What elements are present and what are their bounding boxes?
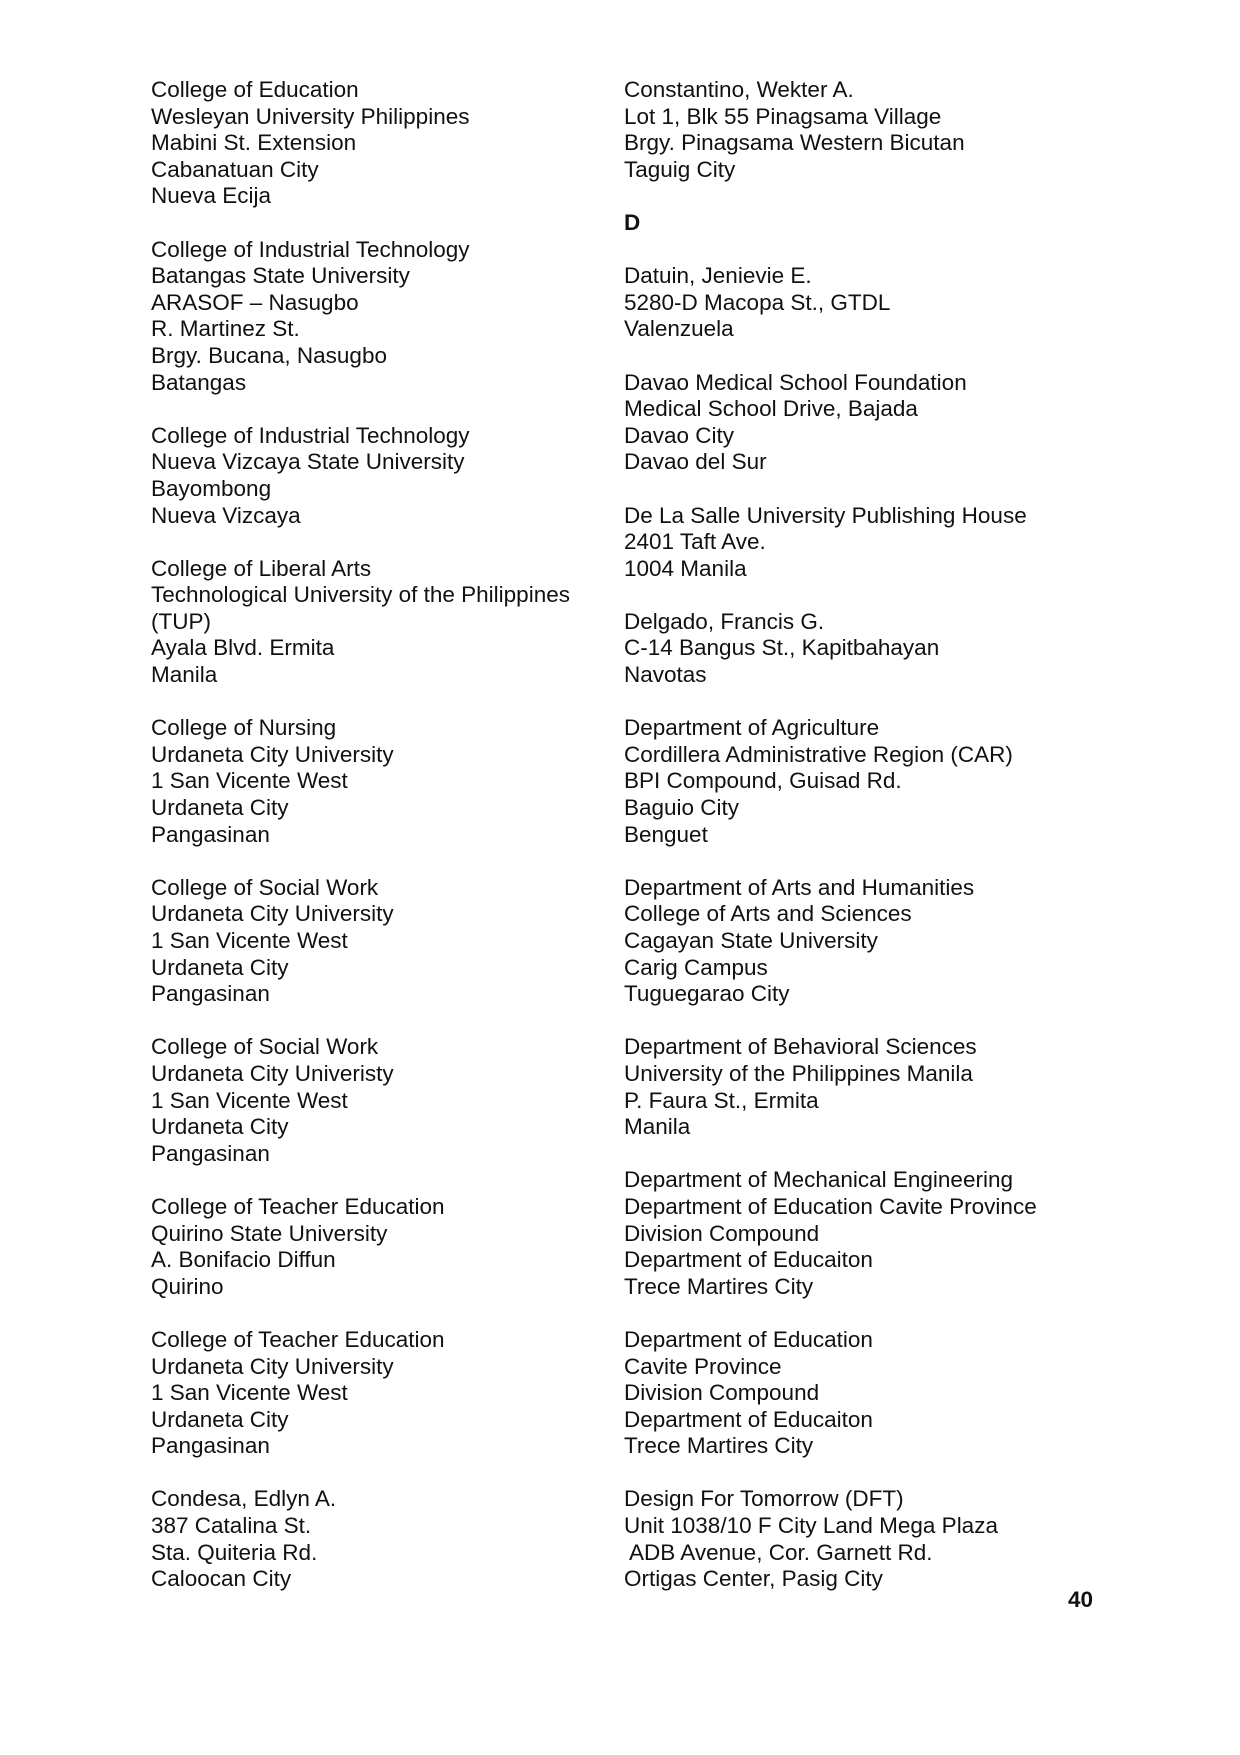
- address-line: Pangasinan: [151, 1433, 270, 1459]
- address-line: R. Martinez St.: [151, 316, 300, 342]
- address-line: College of Teacher Education: [151, 1193, 445, 1219]
- address-entry: [624, 609, 1094, 689]
- address-line: 2401 Taft Ave.: [624, 529, 766, 555]
- address-line: Manila: [151, 662, 218, 688]
- address-line: Datuin, Jenievie E.: [624, 263, 812, 289]
- right-entries-after-heading: [624, 263, 1094, 1593]
- address-line: 5280-D Macopa St., GTDL: [624, 289, 891, 315]
- address-line: College of Arts and Sciences: [624, 901, 912, 927]
- address-line: Department of Education Cavite Province: [624, 1193, 1037, 1219]
- address-entry: [151, 237, 601, 397]
- address-line: Nueva Vizcaya State University: [151, 449, 465, 475]
- address-line: Carig Campus: [624, 954, 768, 980]
- address-line: Taguig City: [624, 156, 736, 182]
- address-line: 1 San Vicente West: [151, 1380, 348, 1406]
- address-line: Department of Behavioral Sciences: [624, 1034, 977, 1060]
- address-entry: [624, 370, 1094, 476]
- address-entry: [624, 1327, 1094, 1460]
- address-line: Bayombong: [151, 475, 272, 501]
- address-line: College of Teacher Education: [151, 1326, 445, 1352]
- address-line: University of the Philippines Manila: [624, 1060, 973, 1086]
- address-line: Cordillera Administrative Region (CAR): [624, 741, 1013, 767]
- address-line: Design For Tomorrow (DFT): [624, 1486, 904, 1512]
- address-line: Ortigas Center, Pasig City: [624, 1566, 883, 1592]
- address-entry: [624, 1034, 1094, 1140]
- address-line: Wesleyan University Philippines: [151, 103, 470, 129]
- address-line: Manila: [624, 1114, 691, 1140]
- address-line: Cavite Province: [624, 1353, 782, 1379]
- address-line: Urdaneta City University: [151, 741, 394, 767]
- address-line: Trece Martires City: [624, 1273, 814, 1299]
- address-line: Davao del Sur: [624, 449, 767, 475]
- address-entry: [151, 423, 601, 529]
- address-line: Benguet: [624, 821, 708, 847]
- address-line: P. Faura St., Ermita: [624, 1087, 819, 1113]
- address-line: College of Education: [151, 77, 359, 102]
- address-line: Department of Educaiton: [624, 1247, 873, 1273]
- address-line: Urdaneta City: [151, 795, 289, 821]
- address-line: Navotas: [624, 662, 707, 688]
- address-line: Urdaneta City: [151, 954, 289, 980]
- address-line: Delgado, Francis G.: [624, 608, 825, 634]
- address-line: College of Social Work: [151, 1034, 379, 1060]
- address-line: College of Liberal Arts: [151, 555, 372, 581]
- address-line: ADB Avenue, Cor. Garnett Rd.: [624, 1539, 933, 1565]
- address-line: Pangasinan: [151, 981, 270, 1007]
- address-line: Tuguegarao City: [624, 981, 790, 1007]
- address-line: 1004 Manila: [624, 555, 747, 581]
- address-line: College of Nursing: [151, 715, 337, 741]
- address-line: Pangasinan: [151, 1140, 270, 1166]
- address-line: College of Industrial Technology: [151, 422, 470, 448]
- address-line: Davao City: [624, 422, 735, 448]
- address-entry: [151, 1486, 601, 1592]
- address-line: Urdaneta City: [151, 1114, 289, 1140]
- address-line: Lot 1, Blk 55 Pinagsama Village: [624, 103, 942, 129]
- address-entry: [151, 715, 601, 848]
- address-line: BPI Compound, Guisad Rd.: [624, 768, 902, 794]
- address-line: Nueva Vizcaya: [151, 502, 301, 528]
- address-line: Urdaneta City: [151, 1406, 289, 1432]
- address-line: Caloocan City: [151, 1566, 292, 1592]
- address-line: C-14 Bangus St., Kapitbahayan: [624, 635, 940, 661]
- address-line: Unit 1038/10 F City Land Mega Plaza: [624, 1513, 998, 1539]
- address-line: Nueva Ecija: [151, 183, 272, 209]
- address-line: Condesa, Edlyn A.: [151, 1486, 337, 1512]
- address-line: 1 San Vicente West: [151, 928, 348, 953]
- address-line: Urdaneta City University: [151, 901, 394, 927]
- address-line: Brgy. Bucana, Nasugbo: [151, 342, 387, 368]
- address-line: Urdaneta City University: [151, 1353, 394, 1379]
- address-line: Department of Agriculture: [624, 715, 880, 741]
- address-line: Quirino: [151, 1273, 224, 1299]
- address-entry: [151, 1327, 601, 1460]
- address-line: Brgy. Pinagsama Western Bicutan: [624, 130, 965, 156]
- address-line: College of Social Work: [151, 874, 379, 900]
- address-entry: [151, 1034, 601, 1167]
- address-line: A. Bonifacio Diffun: [151, 1247, 336, 1273]
- address-line: Department of Education: [624, 1326, 873, 1352]
- address-entry: [624, 715, 1094, 848]
- address-line: ARASOF – Nasugbo: [151, 289, 359, 315]
- address-line: Department of Educaiton: [624, 1406, 873, 1432]
- address-line: (TUP): [151, 608, 211, 634]
- address-line: Trece Martires City: [624, 1433, 814, 1459]
- address-line: Division Compound: [624, 1380, 820, 1406]
- section-heading: D: [624, 209, 641, 235]
- address-entry: [624, 77, 1094, 183]
- address-entry: [151, 556, 601, 689]
- address-line: Division Compound: [624, 1220, 820, 1246]
- address-entry: [624, 263, 1094, 343]
- address-line: Technological University of the Philippines: [151, 582, 570, 608]
- address-line: Sta. Quiteria Rd.: [151, 1539, 318, 1565]
- address-line: Department of Mechanical Engineering: [624, 1167, 1013, 1193]
- address-entry: [624, 1486, 1094, 1592]
- address-line: Mabini St. Extension: [151, 130, 357, 156]
- address-line: Urdaneta City Univeristy: [151, 1060, 394, 1086]
- right-column: [624, 77, 1094, 1619]
- address-entry: [624, 1167, 1094, 1300]
- address-line: Department of Arts and Humanities: [624, 874, 975, 900]
- address-line: De La Salle University Publishing House: [624, 502, 1027, 528]
- address-entry: [151, 875, 601, 1008]
- address-entry: [624, 875, 1094, 1008]
- address-line: Quirino State University: [151, 1220, 388, 1246]
- right-entries-before-heading: [624, 77, 1094, 183]
- address-entry: [624, 503, 1094, 583]
- address-line: Batangas: [151, 369, 247, 395]
- address-line: Valenzuela: [624, 316, 734, 342]
- address-line: 1 San Vicente West: [151, 768, 348, 794]
- left-column: [151, 77, 601, 1619]
- address-line: Cagayan State University: [624, 928, 878, 953]
- address-entry: [151, 77, 601, 210]
- address-line: 387 Catalina St.: [151, 1513, 312, 1539]
- address-line: Cabanatuan City: [151, 156, 319, 182]
- address-entry: [151, 1194, 601, 1300]
- address-line: Pangasinan: [151, 821, 270, 847]
- page-number: 40: [1068, 1587, 1094, 1612]
- address-line: Davao Medical School Foundation: [624, 369, 967, 395]
- address-line: Constantino, Wekter A.: [624, 77, 854, 102]
- address-line: College of Industrial Technology: [151, 236, 470, 262]
- address-line: Batangas State University: [151, 263, 410, 289]
- address-line: Baguio City: [624, 795, 740, 821]
- address-line: 1 San Vicente West: [151, 1087, 348, 1113]
- address-line: Ayala Blvd. Ermita: [151, 635, 335, 661]
- address-line: Medical School Drive, Bajada: [624, 396, 918, 422]
